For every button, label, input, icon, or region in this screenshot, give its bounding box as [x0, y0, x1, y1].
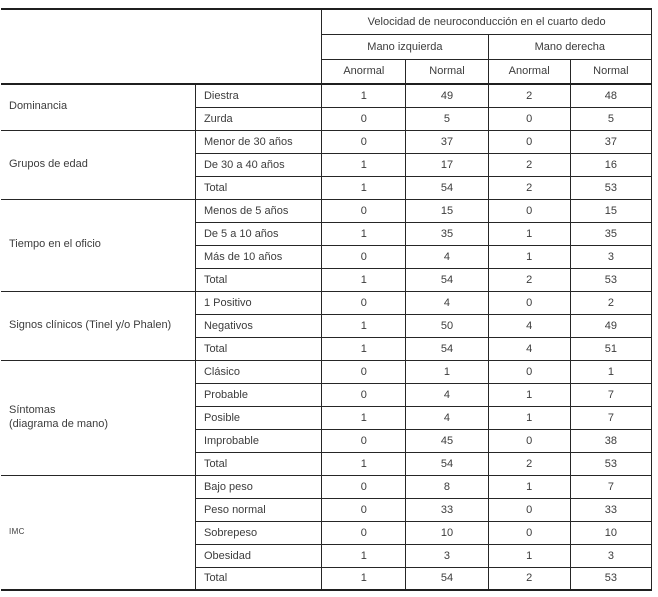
header-mano-izquierda: Mano izquierda — [322, 34, 488, 59]
cell-value: 38 — [570, 429, 651, 452]
cell-value: 49 — [570, 314, 651, 337]
cell-value: 10 — [406, 521, 488, 544]
cell-value: 53 — [570, 268, 651, 291]
table-row — [1, 130, 652, 153]
cell-value: 1 — [322, 314, 406, 337]
cell-value: 54 — [406, 176, 488, 199]
table-row — [1, 475, 652, 498]
cell-value: 1 — [488, 245, 570, 268]
table-row — [1, 84, 652, 107]
cell-value: 53 — [570, 176, 651, 199]
cell-value: 1 — [322, 84, 406, 107]
cell-value: 0 — [322, 245, 406, 268]
row-label-total: Total — [195, 268, 321, 291]
row-label-diestra: Diestra — [195, 84, 321, 107]
cell-value: 2 — [488, 84, 570, 107]
cell-value: 1 — [322, 567, 406, 590]
cell-value: 48 — [570, 84, 651, 107]
cell-value: 0 — [322, 107, 406, 130]
cell-value: 0 — [322, 291, 406, 314]
cell-value: 1 — [322, 268, 406, 291]
cell-value: 5 — [570, 107, 651, 130]
group-label-imc: IMC — [1, 475, 195, 590]
row-label-total: Total — [195, 337, 321, 360]
header-row-title — [1, 9, 652, 34]
group-label-line1: Síntomas — [9, 403, 56, 416]
table-row — [1, 199, 652, 222]
row-label-probable: Probable — [195, 383, 321, 406]
cell-value: 7 — [570, 383, 651, 406]
corner-empty-cell — [1, 9, 322, 84]
cell-value: 4 — [488, 314, 570, 337]
cell-value: 1 — [322, 337, 406, 360]
row-label-negativos: Negativos — [195, 314, 321, 337]
cell-value: 37 — [570, 130, 651, 153]
cell-value: 1 — [322, 406, 406, 429]
cell-value: 35 — [406, 222, 488, 245]
cell-value: 54 — [406, 268, 488, 291]
row-label-sobrepeso: Sobrepeso — [195, 521, 321, 544]
cell-value: 0 — [488, 521, 570, 544]
cell-value: 1 — [322, 222, 406, 245]
cell-value: 2 — [570, 291, 651, 314]
cell-value: 10 — [570, 521, 651, 544]
cell-value: 53 — [570, 567, 651, 590]
row-label-total: Total — [195, 567, 321, 590]
cell-value: 1 — [570, 360, 651, 383]
cell-value: 4 — [406, 383, 488, 406]
cell-value: 7 — [570, 406, 651, 429]
cell-value: 35 — [570, 222, 651, 245]
table-row — [1, 291, 652, 314]
group-label-dominancia: Dominancia — [1, 84, 195, 130]
cell-value: 15 — [406, 199, 488, 222]
cell-value: 0 — [488, 360, 570, 383]
cell-value: 50 — [406, 314, 488, 337]
cell-value: 0 — [322, 383, 406, 406]
row-label-obesidad: Obesidad — [195, 544, 321, 567]
cell-value: 4 — [406, 291, 488, 314]
cell-value: 1 — [488, 222, 570, 245]
cell-value: 45 — [406, 429, 488, 452]
row-label-mas-10: Más de 10 años — [195, 245, 321, 268]
table-row — [1, 360, 652, 383]
row-label-posible: Posible — [195, 406, 321, 429]
row-label-clasico: Clásico — [195, 360, 321, 383]
cell-value: 0 — [488, 429, 570, 452]
row-label-1-positivo: 1 Positivo — [195, 291, 321, 314]
header-normal-derecha: Normal — [570, 59, 651, 84]
cell-value: 0 — [322, 360, 406, 383]
cell-value: 0 — [488, 199, 570, 222]
cell-value: 0 — [322, 475, 406, 498]
cell-value: 3 — [406, 544, 488, 567]
cell-value: 0 — [322, 130, 406, 153]
cell-value: 2 — [488, 452, 570, 475]
cell-value: 4 — [488, 337, 570, 360]
cell-value: 4 — [406, 406, 488, 429]
neuroconduction-results-table — [1, 8, 652, 591]
row-label-bajo-peso: Bajo peso — [195, 475, 321, 498]
cell-value: 54 — [406, 452, 488, 475]
cell-value: 16 — [570, 153, 651, 176]
row-label-5-a-10: De 5 a 10 años — [195, 222, 321, 245]
cell-value: 33 — [406, 498, 488, 521]
table-title: Velocidad de neuroconducción en el cuarto dedo — [322, 9, 652, 34]
cell-value: 51 — [570, 337, 651, 360]
cell-value: 2 — [488, 176, 570, 199]
row-label-30-a-40: De 30 a 40 años — [195, 153, 321, 176]
cell-value: 0 — [488, 107, 570, 130]
cell-value: 1 — [322, 452, 406, 475]
cell-value: 2 — [488, 567, 570, 590]
group-label-grupos-de-edad: Grupos de edad — [1, 130, 195, 199]
group-label-sintomas — [1, 360, 195, 475]
cell-value: 1 — [406, 360, 488, 383]
cell-value: 53 — [570, 452, 651, 475]
header-mano-derecha: Mano derecha — [488, 34, 651, 59]
cell-value: 1 — [488, 544, 570, 567]
group-label-tiempo-oficio: Tiempo en el oficio — [1, 199, 195, 291]
row-label-total: Total — [195, 452, 321, 475]
cell-value: 49 — [406, 84, 488, 107]
cell-value: 54 — [406, 337, 488, 360]
cell-value: 37 — [406, 130, 488, 153]
cell-value: 0 — [322, 199, 406, 222]
cell-value: 0 — [322, 429, 406, 452]
cell-value: 3 — [570, 245, 651, 268]
cell-value: 0 — [322, 498, 406, 521]
cell-value: 1 — [322, 176, 406, 199]
cell-value: 1 — [322, 544, 406, 567]
cell-value: 0 — [322, 521, 406, 544]
group-label-line2: (diagrama de mano) — [9, 417, 109, 430]
cell-value: 0 — [488, 130, 570, 153]
cell-value: 17 — [406, 153, 488, 176]
row-label-peso-normal: Peso normal — [195, 498, 321, 521]
cell-value: 2 — [488, 153, 570, 176]
row-label-improbable: Improbable — [195, 429, 321, 452]
cell-value: 1 — [488, 406, 570, 429]
row-label-zurda: Zurda — [195, 107, 321, 130]
cell-value: 0 — [488, 291, 570, 314]
cell-value: 5 — [406, 107, 488, 130]
cell-value: 15 — [570, 199, 651, 222]
header-anormal-izquierda: Anormal — [322, 59, 406, 84]
cell-value: 7 — [570, 475, 651, 498]
row-label-menos-5: Menos de 5 años — [195, 199, 321, 222]
cell-value: 54 — [406, 567, 488, 590]
group-label-signos-clinicos: Signos clínicos (Tinel y/o Phalen) — [1, 291, 195, 360]
cell-value: 1 — [488, 383, 570, 406]
cell-value: 1 — [488, 475, 570, 498]
header-normal-izquierda: Normal — [406, 59, 488, 84]
row-label-menor-30: Menor de 30 años — [195, 130, 321, 153]
row-label-total: Total — [195, 176, 321, 199]
cell-value: 3 — [570, 544, 651, 567]
header-anormal-derecha: Anormal — [488, 59, 570, 84]
cell-value: 33 — [570, 498, 651, 521]
cell-value: 2 — [488, 268, 570, 291]
cell-value: 0 — [488, 498, 570, 521]
cell-value: 4 — [406, 245, 488, 268]
cell-value: 8 — [406, 475, 488, 498]
cell-value: 1 — [322, 153, 406, 176]
